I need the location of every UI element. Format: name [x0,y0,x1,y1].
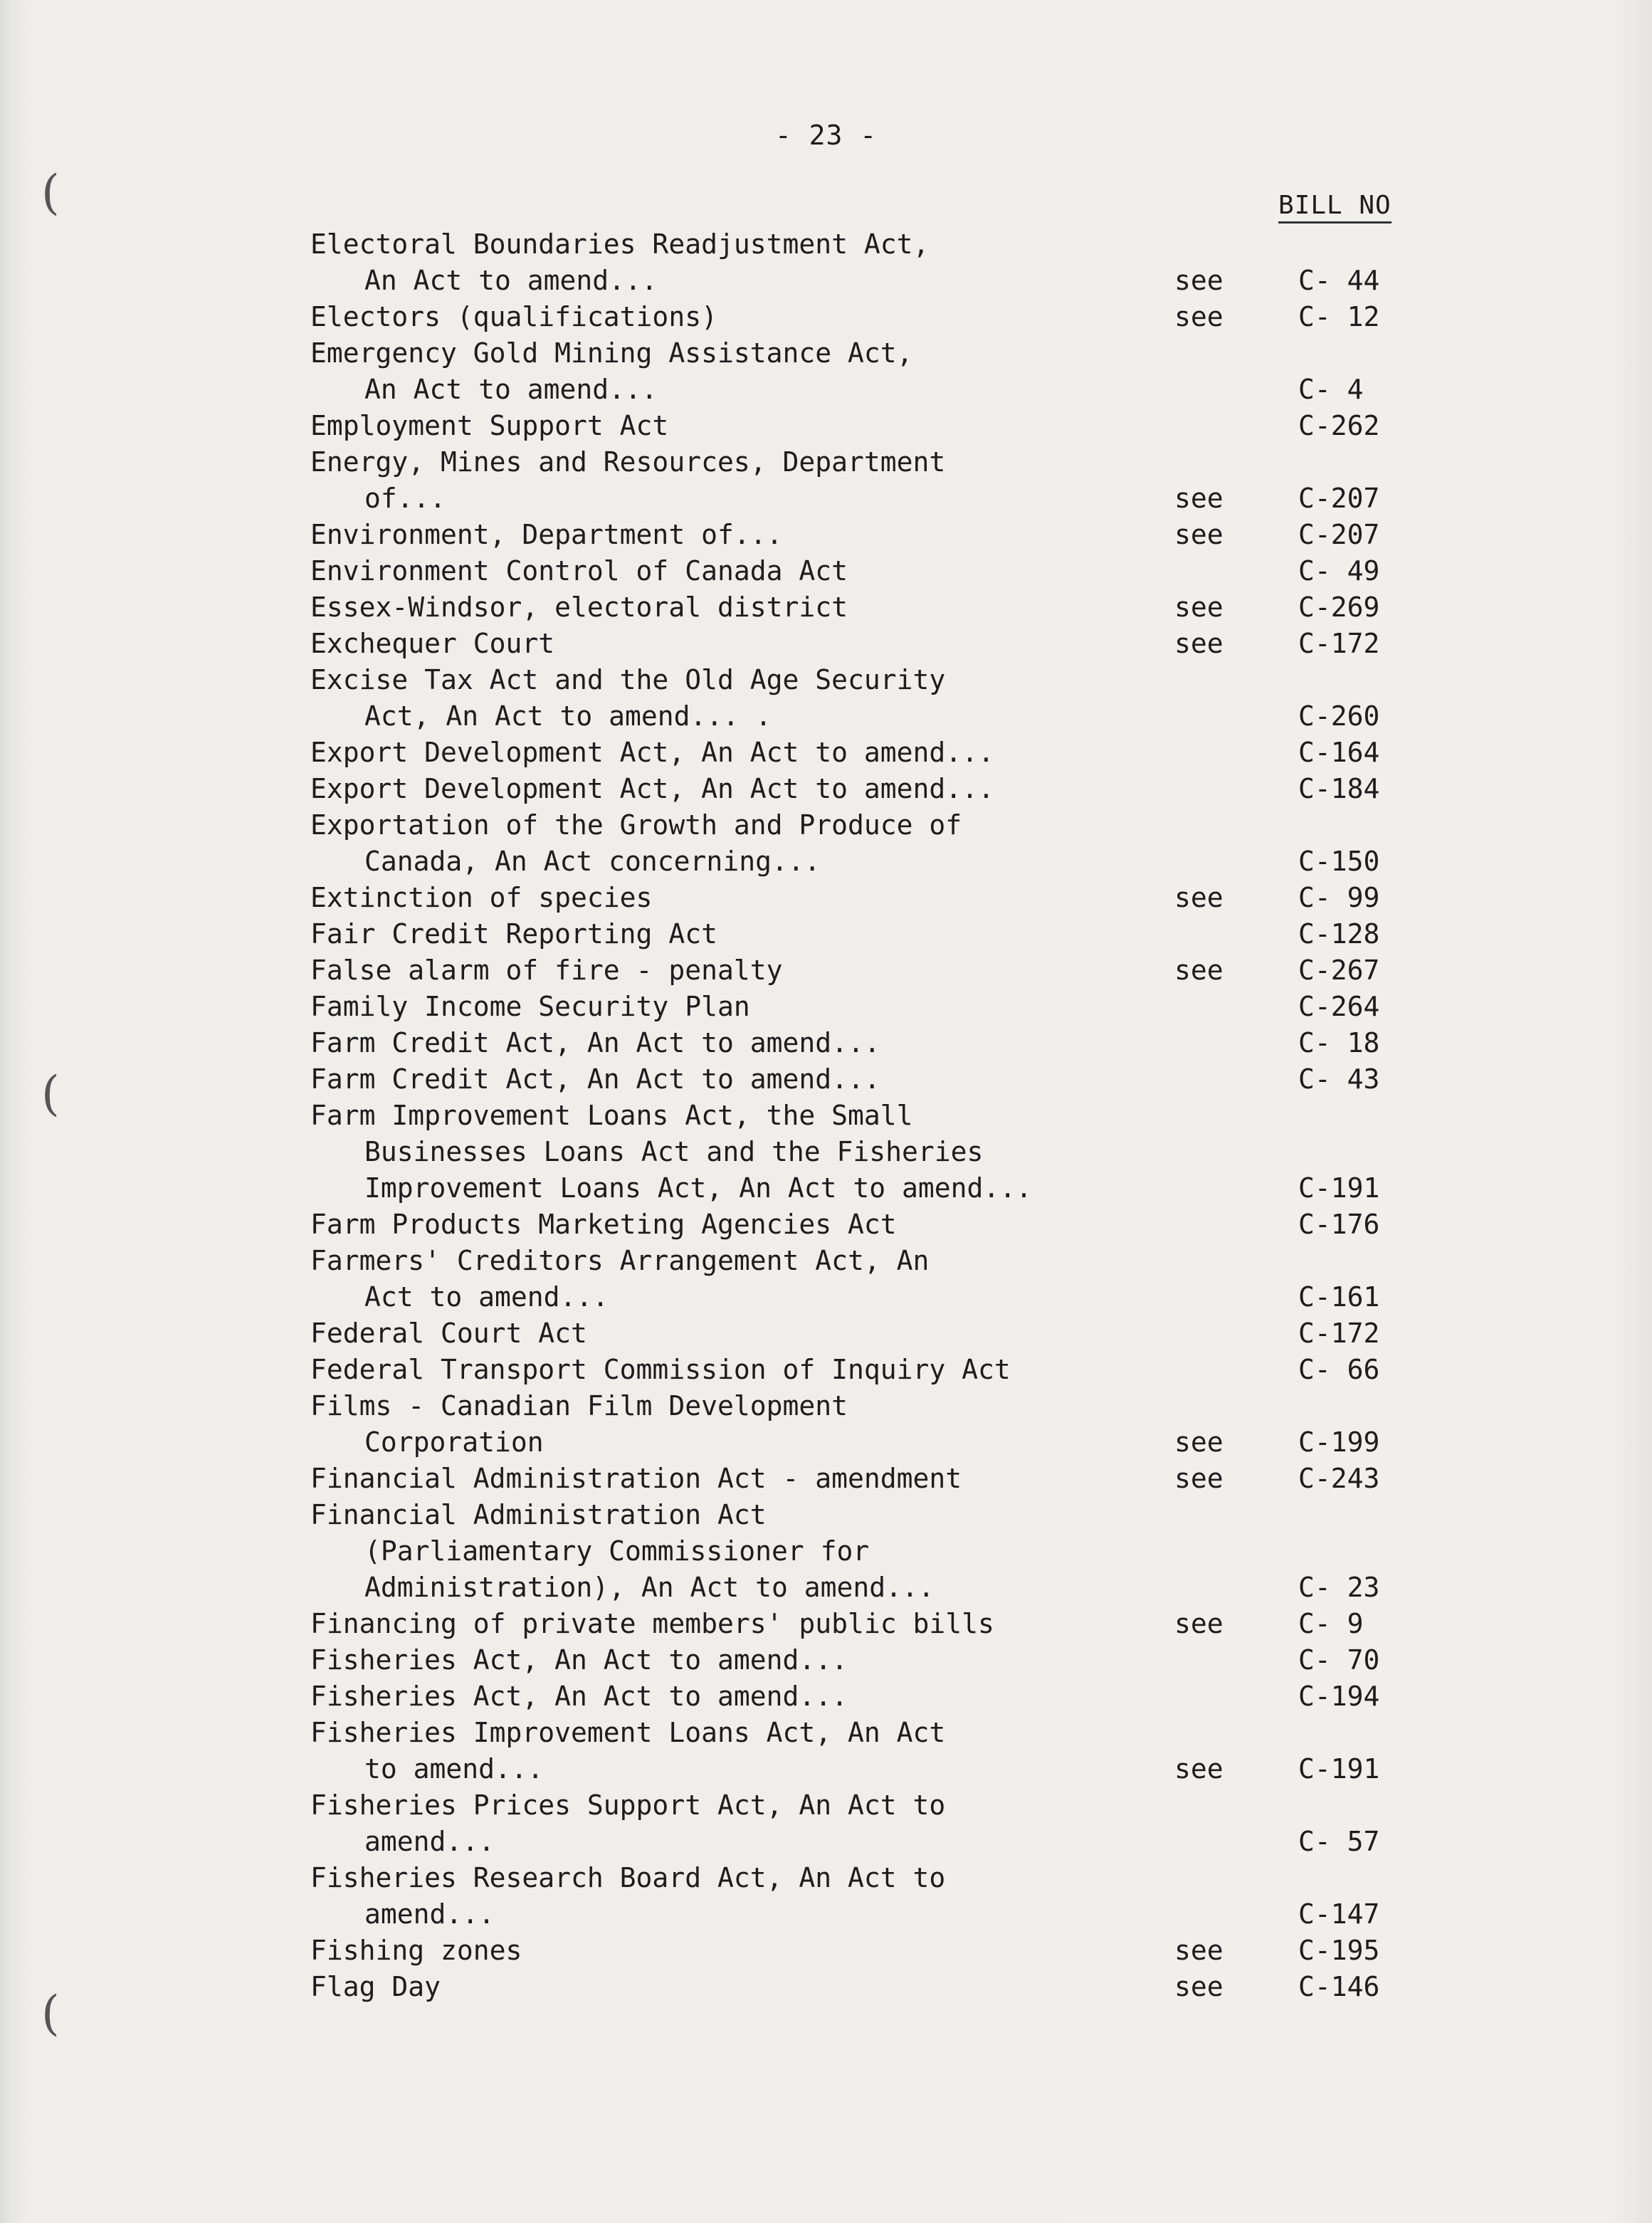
index-entry [0,1061,1652,1098]
entry-term: Family Income Security Plan [310,991,750,1022]
bill-number: C- 4 [1298,374,1364,405]
bill-number: C- 49 [1298,555,1380,587]
bill-number: C-128 [1298,918,1380,950]
bill-number: C- 70 [1298,1644,1380,1676]
index-entry [0,1098,1652,1207]
entry-term: False alarm of fire - penalty [310,955,783,986]
entry-line [0,1134,1652,1170]
entry-term: Improvement Loans Act, An Act to amend... [364,1172,1032,1204]
bill-number: C-264 [1298,991,1380,1022]
index-entry [0,1678,1652,1715]
entry-term: Financial Administration Act [310,1499,767,1530]
entry-line [0,1207,1652,1243]
bill-number: C-161 [1298,1281,1380,1313]
bill-number: C- 12 [1298,301,1380,332]
index-entry [0,662,1652,735]
index-entry [0,1642,1652,1678]
bill-number: C-191 [1298,1172,1380,1204]
entry-term: Fisheries Research Board Act, An Act to [310,1862,946,1893]
index-entry [0,1315,1652,1352]
bill-number: C-267 [1298,955,1380,986]
entry-line [0,226,1652,263]
entry-term: Federal Court Act [310,1318,587,1349]
index-entry [0,299,1652,335]
entry-term: Farm Products Marketing Agencies Act [310,1209,897,1240]
see-reference: see [1174,1935,1224,1966]
entry-term: Canada, An Act concerning... [364,846,821,877]
entry-term: Farm Improvement Loans Act, the Small [310,1100,913,1131]
index-entry [0,1860,1652,1933]
entry-term: (Parliamentary Commissioner for [364,1535,870,1567]
bill-no-header: BILL NO [1278,191,1391,224]
entry-term: Farm Credit Act, An Act to amend... [310,1027,880,1058]
entry-line [0,1279,1652,1315]
entry-term: Exportation of the Growth and Produce of [310,809,962,841]
entry-term: Essex-Windsor, electoral district [310,592,848,623]
bill-number: C-164 [1298,737,1380,768]
entry-term: Fisheries Act, An Act to amend... [310,1681,848,1712]
entry-line [0,880,1652,916]
index-entry [0,952,1652,989]
entry-line [0,1461,1652,1497]
entry-term: Fisheries Prices Support Act, An Act to [310,1790,946,1821]
entry-line [0,1606,1652,1642]
entry-term: Fishing zones [310,1935,522,1966]
binding-mark-icon: ( [41,1986,60,2041]
entry-line [0,1243,1652,1279]
entry-line [0,1933,1652,1969]
entry-term: of... [364,483,446,514]
entry-term: Extinction of species [310,882,653,913]
entry-line [0,1533,1652,1570]
see-reference: see [1174,1463,1224,1494]
entry-term: Excise Tax Act and the Old Age Security [310,664,946,695]
index-entry [0,1933,1652,1969]
entry-line [0,807,1652,844]
entry-term: amend... [364,1826,495,1857]
bill-number: C- 66 [1298,1354,1380,1385]
entry-line [0,735,1652,771]
entry-term: Act, An Act to amend... . [364,700,772,732]
bill-number: C-191 [1298,1753,1380,1785]
entry-line [0,1896,1652,1933]
entry-line [0,771,1652,807]
see-reference: see [1174,1426,1224,1458]
entry-term: Fisheries Improvement Loans Act, An Act [310,1717,946,1748]
index-entry [0,226,1652,299]
index-entry [0,1606,1652,1642]
entry-line [0,444,1652,480]
entry-line [0,589,1652,626]
entry-line [0,1715,1652,1751]
entry-line [0,1824,1652,1860]
bill-number: C- 43 [1298,1063,1380,1095]
bill-number: C- 18 [1298,1027,1380,1058]
entry-term: Corporation [364,1426,544,1458]
bill-number: C- 57 [1298,1826,1380,1857]
bill-number: C-194 [1298,1681,1380,1712]
index-entry [0,1352,1652,1388]
entry-line [0,517,1652,553]
see-reference: see [1174,301,1224,332]
index-entry [0,916,1652,952]
entry-line [0,1497,1652,1533]
index-entry [0,1969,1652,2005]
entry-line [0,1787,1652,1824]
bill-number: C-147 [1298,1898,1380,1930]
entry-term: An Act to amend... [364,265,658,296]
index-entry [0,1243,1652,1315]
bill-number: C-172 [1298,628,1380,659]
entry-line [0,844,1652,880]
see-reference: see [1174,882,1224,913]
see-reference: see [1174,955,1224,986]
see-reference: see [1174,1753,1224,1785]
entry-term: Environment, Department of... [310,519,783,550]
bill-number: C-260 [1298,700,1380,732]
entry-line [0,299,1652,335]
entry-term: Fair Credit Reporting Act [310,918,717,950]
binding-mark-icon: ( [41,1066,60,1121]
entry-line [0,1678,1652,1715]
index-entry [0,1207,1652,1243]
entry-term: Financial Administration Act - amendment [310,1463,962,1494]
bill-number: C-207 [1298,483,1380,514]
bill-number: C-207 [1298,519,1380,550]
entry-term: Export Development Act, An Act to amend... [310,737,994,768]
index-entry [0,735,1652,771]
see-reference: see [1174,1608,1224,1639]
see-reference: see [1174,1971,1224,2002]
entry-term: An Act to amend... [364,374,658,405]
index-entry [0,1787,1652,1860]
bill-number: C-176 [1298,1209,1380,1240]
bill-number: C-269 [1298,592,1380,623]
entry-line [0,372,1652,408]
bill-number: C- 99 [1298,882,1380,913]
bill-number: C-184 [1298,773,1380,804]
entry-line [0,1061,1652,1098]
entry-line [0,1025,1652,1061]
entry-term: Administration), An Act to amend... [364,1572,935,1603]
entry-term: Electoral Boundaries Readjustment Act, [310,228,930,260]
see-reference: see [1174,265,1224,296]
entry-term: Fisheries Act, An Act to amend... [310,1644,848,1676]
entry-term: Environment Control of Canada Act [310,555,848,587]
entry-line [0,1751,1652,1787]
bill-number: C-262 [1298,410,1380,441]
index-entry [0,771,1652,807]
entry-line [0,916,1652,952]
index-entry [0,626,1652,662]
entry-line [0,1388,1652,1424]
index-entry [0,1497,1652,1606]
entry-term: Exchequer Court [310,628,555,659]
entry-line [0,1860,1652,1896]
entry-term: amend... [364,1898,495,1930]
entry-line [0,698,1652,735]
entry-line [0,1969,1652,2005]
entry-term: Electors (qualifications) [310,301,717,332]
index-entry [0,1461,1652,1497]
index-entry [0,1388,1652,1461]
bill-number: C- 23 [1298,1572,1380,1603]
see-reference: see [1174,519,1224,550]
bill-number: C-243 [1298,1463,1380,1494]
bill-number: C-195 [1298,1935,1380,1966]
entry-line [0,1170,1652,1207]
entry-line [0,335,1652,372]
entry-line [0,480,1652,517]
entry-term: Federal Transport Commission of Inquiry Act [310,1354,1011,1385]
index-entry [0,589,1652,626]
entry-term: Emergency Gold Mining Assistance Act, [310,337,913,369]
entry-term: Financing of private members' public bills [310,1608,994,1639]
index-entry [0,444,1652,517]
entry-line [0,263,1652,299]
bill-number: C- 9 [1298,1608,1364,1639]
see-reference: see [1174,592,1224,623]
entry-term: Energy, Mines and Resources, Department [310,446,946,478]
entry-term: to amend... [364,1753,544,1785]
entry-line [0,1424,1652,1461]
see-reference: see [1174,628,1224,659]
index-entry [0,517,1652,553]
entry-term: Farm Credit Act, An Act to amend... [310,1063,880,1095]
entry-term: Act to amend... [364,1281,609,1313]
index-entry [0,408,1652,444]
bill-number: C-150 [1298,846,1380,877]
entry-line [0,662,1652,698]
index-entry [0,1025,1652,1061]
entry-line [0,553,1652,589]
index-entry [0,880,1652,916]
entry-line [0,626,1652,662]
entry-line [0,1642,1652,1678]
entry-line [0,1315,1652,1352]
see-reference: see [1174,483,1224,514]
entry-term: Businesses Loans Act and the Fisheries [364,1136,984,1167]
entry-line [0,989,1652,1025]
index-entry [0,989,1652,1025]
binding-mark-icon: ( [41,165,60,220]
index-entry [0,553,1652,589]
entry-line [0,1352,1652,1388]
bill-number: C-199 [1298,1426,1380,1458]
entry-term: Farmers' Creditors Arrangement Act, An [310,1245,930,1276]
bill-number: C-146 [1298,1971,1380,2002]
page-number: - 23 - [774,120,878,151]
entry-term: Employment Support Act [310,410,669,441]
index-entries [0,226,1652,2005]
entry-term: Films - Canadian Film Development [310,1390,848,1421]
bill-number: C-172 [1298,1318,1380,1349]
entry-line [0,408,1652,444]
entry-term: Flag Day [310,1971,441,2002]
index-entry [0,335,1652,408]
entry-line [0,1570,1652,1606]
bill-number: C- 44 [1298,265,1380,296]
entry-line [0,1098,1652,1134]
index-entry [0,807,1652,880]
index-entry [0,1715,1652,1787]
entry-term: Export Development Act, An Act to amend... [310,773,994,804]
entry-line [0,952,1652,989]
